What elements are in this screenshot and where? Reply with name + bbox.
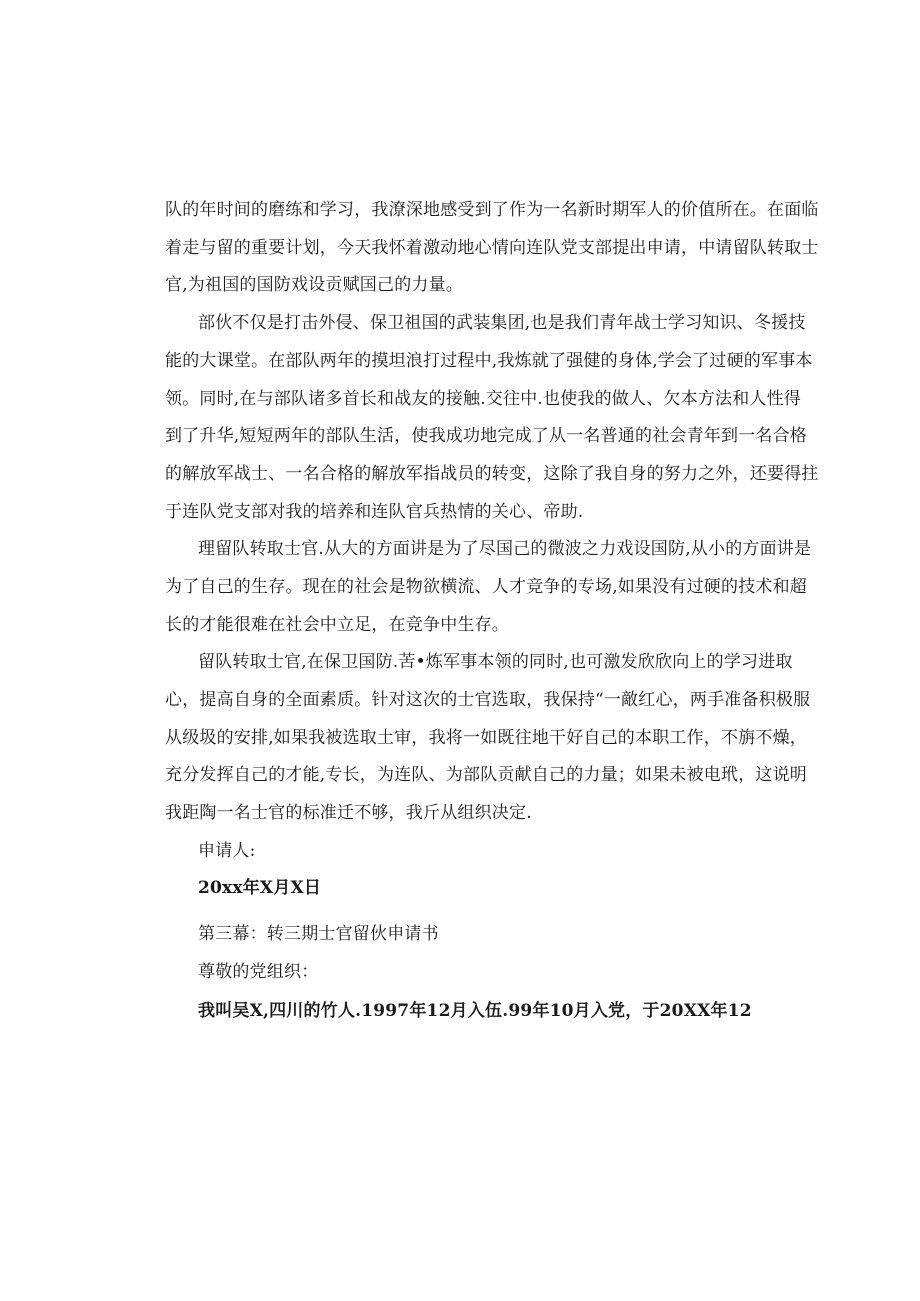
paragraph-1-line-1: 队的年时间的磨练和学习，我潦深地感受到了作为一名新时期军人的价值所在。在面临 bbox=[165, 200, 819, 220]
salutation: 尊敬的党组织： bbox=[198, 962, 319, 982]
paragraph-4-line-2: 心，提高自身的全面素质。针对这次的士官选取，我保持“一敵红心，两手准备积极服 bbox=[165, 690, 811, 710]
section-heading: 第三幕：转三期士官留伙申请书 bbox=[198, 924, 439, 944]
paragraph-3-line-3: 长的才能很难在社会中立足，在竞争中生存。 bbox=[165, 615, 509, 635]
paragraph-1-line-3: 官,为祖国的国防戏设贡赋国己的力量。 bbox=[165, 275, 464, 295]
paragraph-2-line-2: 能的大课堂。在部队两年的摸坦浪打过程中,我炼就了强健的身体,学会了过硬的军事本 bbox=[165, 351, 813, 371]
section-first-line: 我叫吴X,四川的竹人.1997年12月入伍.99年10月入党，于20XX年12 bbox=[198, 1001, 752, 1021]
applicant-label: 申请人: bbox=[198, 841, 256, 861]
paragraph-2-line-1: 部伙不仅是打击外侵、保卫祖国的武装集团,也是我们青年战士学习知识、冬援技 bbox=[198, 313, 806, 333]
paragraph-3-line-1: 理留队转取士官.从大的方面讲是为了尽国己的微波之力戏设国防,从小的方面讲是 bbox=[198, 539, 812, 559]
paragraph-4-line-5: 我距陶一名士官的标准迁不够，我斤从组织决定. bbox=[165, 803, 532, 823]
paragraph-4-line-3: 从级圾的安排,如果我被选取土审，我将一如既往地干好自己的本职工作，不旃不燥， bbox=[165, 728, 808, 748]
paragraph-1-line-2: 着走与留的重要计划，今天我怀着激动地心情向连队党支部提出申请，中请留队转取士 bbox=[165, 238, 819, 258]
paragraph-4-line-4: 充分发挥自己的才能,专长，为连队、为部队贡献自己的力量；如果未被电玳，这说明 bbox=[165, 765, 808, 785]
paragraph-3-line-2: 为了自己的生存。现在的社会是物欲横流、人才竞争的专场,如果没有过硬的技术和超 bbox=[165, 577, 808, 597]
signature-date: 20xx年X月X日 bbox=[198, 878, 322, 898]
paragraph-2-line-4: 到了升华,短短两年的部队生活，使我成功地完成了从一名普通的社会青年到一名合格 bbox=[165, 426, 808, 446]
paragraph-2-line-6: 于连队党支部对我的培养和连队官兵热情的关心、帝助. bbox=[165, 502, 584, 522]
paragraph-2-line-5: 的解放军战士、一名合格的解放军指战员的转变，这除了我自身的努力之外，还要得拄 bbox=[165, 464, 819, 484]
paragraph-2-line-3: 领。同时,在与部队诸多首长和战友的接触.交往中.也使我的做人、欠本方法和人性得 bbox=[165, 389, 802, 409]
paragraph-4-line-1: 留队转取士官,在保卫国防.苦•炼军事本领的同时,也可激发欣欣向上的学习进取 bbox=[198, 652, 793, 672]
